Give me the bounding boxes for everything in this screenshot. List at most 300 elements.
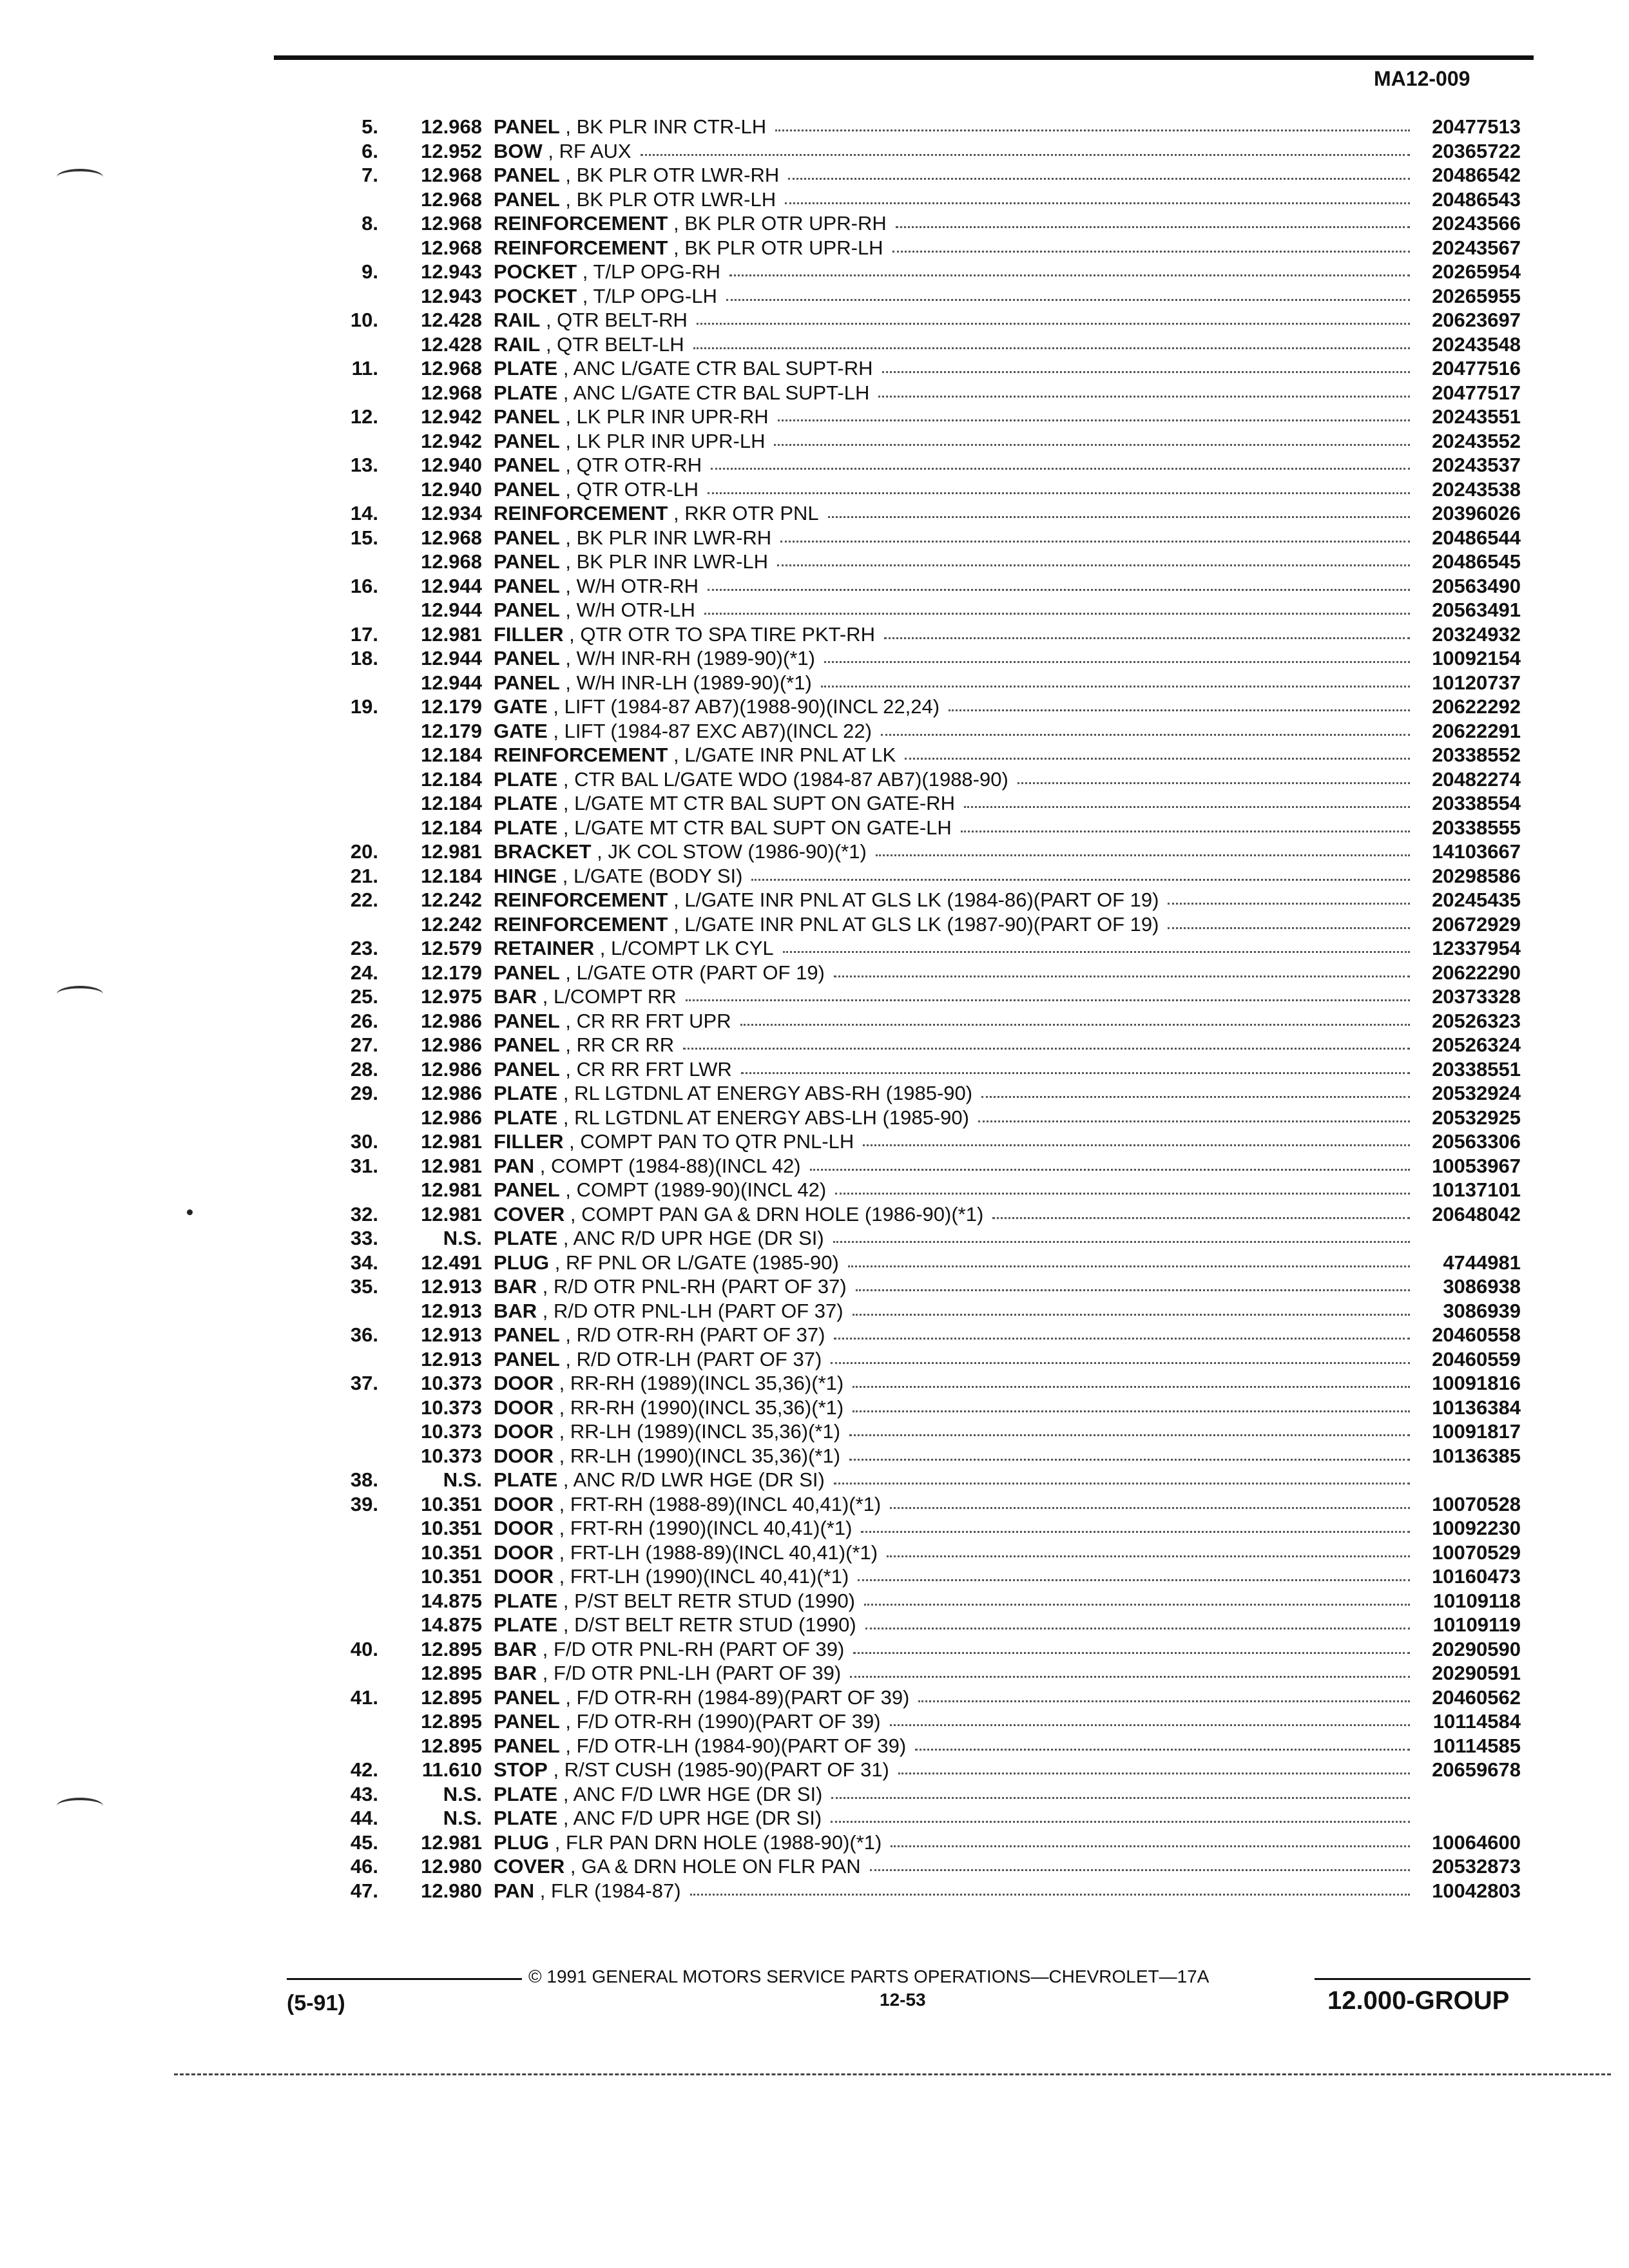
part-detail: BK PLR OTR LWR-RH [576, 164, 780, 186]
part-description: GATE , LIFT (1984-87 EXC AB7)(INCL 22) [494, 719, 872, 742]
group-number: 10.373 [421, 1444, 482, 1467]
part-name: BAR [494, 1299, 537, 1322]
part-number: 20622290 [1432, 961, 1521, 984]
part-number: 20563490 [1432, 574, 1521, 597]
item-number: 11. [351, 357, 378, 380]
part-name: DOOR [494, 1420, 554, 1443]
item-number: 43. [350, 1782, 378, 1805]
group-number: 10.351 [421, 1565, 482, 1588]
parts-row [0, 1396, 1629, 1420]
parts-row [0, 332, 1629, 357]
part-description: BAR , F/D OTR PNL-RH (PART OF 39) [494, 1637, 845, 1660]
parts-row [0, 1637, 1629, 1662]
part-number: 20622291 [1432, 719, 1521, 742]
part-detail: D/ST BELT RETR STUD (1990) [574, 1613, 856, 1636]
parts-row [0, 864, 1629, 889]
part-description: POCKET , T/LP OPG-RH [494, 260, 720, 283]
group-number: 12.184 [421, 792, 482, 814]
dot-leader [853, 1652, 1410, 1654]
part-detail: F/D OTR PNL-LH (PART OF 39) [554, 1662, 842, 1684]
part-detail: RR-LH (1990)(INCL 35,36)(*1) [570, 1444, 841, 1467]
part-detail: BK PLR INR LWR-LH [576, 550, 769, 573]
part-number: 20243567 [1432, 236, 1521, 259]
group-number: 12.428 [421, 309, 482, 331]
group-number: 10.373 [421, 1420, 482, 1443]
part-number: 14103667 [1432, 840, 1521, 863]
part-name: COVER [494, 1202, 565, 1225]
part-detail: LIFT (1984-87 AB7)(1988-90)(INCL 22,24) [564, 695, 940, 718]
dot-leader [881, 734, 1410, 736]
part-name: FILLER [494, 1130, 564, 1153]
part-number: 20460559 [1432, 1347, 1521, 1370]
parts-row [0, 1033, 1629, 1057]
part-number: 10042803 [1432, 1879, 1521, 1902]
part-name: PLATE [494, 1782, 558, 1805]
part-detail: QTR BELT-LH [557, 332, 684, 356]
group-number: 12.184 [421, 767, 482, 791]
parts-row [0, 574, 1629, 599]
group-number: 12.179 [421, 961, 482, 984]
part-description: DOOR , RR-LH (1990)(INCL 35,36)(*1) [494, 1444, 841, 1467]
group-number: 12.986 [421, 1009, 482, 1032]
dot-leader [711, 468, 1410, 470]
group-number: 12.981 [421, 622, 482, 646]
group-number: 12.968 [421, 526, 482, 549]
dot-leader [853, 1314, 1410, 1316]
item-number: 9. [361, 260, 378, 283]
dot-leader [726, 299, 1410, 301]
part-description: DOOR , RR-LH (1989)(INCL 35,36)(*1) [494, 1420, 841, 1443]
part-name: PLATE [494, 1468, 558, 1491]
item-number: 10. [350, 309, 378, 331]
part-name: PANEL [494, 187, 560, 211]
group-number: 12.940 [421, 477, 482, 501]
part-description: FILLER , COMPT PAN TO QTR PNL-LH [494, 1130, 854, 1153]
part-number: 20486543 [1432, 187, 1521, 211]
part-detail: W/H INR-LH (1989-90)(*1) [576, 671, 812, 694]
part-description: DOOR , FRT-RH (1990)(INCL 40,41)(*1) [494, 1517, 853, 1539]
dot-leader [865, 1628, 1410, 1629]
footer-copyright: © 1991 GENERAL MOTORS SERVICE PARTS OPERATIONS—CHEVROLET—17A [528, 1966, 1210, 1986]
parts-row [0, 163, 1629, 187]
group-number: 12.968 [421, 550, 482, 573]
part-name: DOOR [494, 1517, 554, 1539]
part-description: PANEL , QTR OTR-LH [494, 477, 699, 501]
group-number: 11.610 [421, 1758, 482, 1781]
part-description: PLATE , ANC L/GATE CTR BAL SUPT-LH [494, 381, 870, 404]
part-detail: R/ST CUSH (1985-90)(PART OF 31) [564, 1758, 889, 1781]
part-description: PLATE , L/GATE MT CTR BAL SUPT ON GATE-LH [494, 816, 952, 839]
dot-leader [858, 1579, 1410, 1581]
part-number: 10070529 [1432, 1541, 1521, 1564]
dot-leader [890, 1724, 1410, 1726]
dot-leader [708, 589, 1410, 591]
part-detail: T/LP OPG-LH [593, 284, 717, 307]
parts-row [0, 236, 1629, 260]
group-number: 12.242 [421, 912, 482, 936]
group-number: 12.943 [421, 284, 482, 307]
part-number: 20324932 [1432, 622, 1521, 646]
dot-leader [641, 154, 1410, 156]
parts-row [0, 1782, 1629, 1807]
part-name: DOOR [494, 1372, 554, 1394]
footer-rule-left [287, 1978, 522, 1980]
dot-leader [834, 1483, 1410, 1485]
part-number: 20290590 [1432, 1637, 1521, 1660]
dot-leader [828, 516, 1410, 518]
part-detail: LK PLR INR UPR-LH [576, 429, 766, 452]
part-number: 20338554 [1432, 792, 1521, 814]
dot-leader [693, 347, 1410, 349]
dot-leader [775, 130, 1410, 131]
part-name: GATE [494, 719, 548, 742]
group-number: 12.428 [421, 332, 482, 356]
dot-leader [833, 1241, 1410, 1243]
group-number: 12.242 [421, 889, 482, 911]
dot-leader [751, 879, 1410, 881]
part-detail: R/D OTR-RH (PART OF 37) [576, 1323, 825, 1346]
part-description: PANEL , CR RR FRT LWR [494, 1057, 732, 1081]
parts-row [0, 453, 1629, 477]
dot-leader [774, 444, 1410, 446]
part-detail: ANC F/D UPR HGE (DR SI) [573, 1807, 822, 1829]
parts-row [0, 1613, 1629, 1637]
group-number: 12.934 [421, 502, 482, 524]
part-detail: FRT-RH (1988-89)(INCL 40,41)(*1) [570, 1492, 882, 1515]
dot-leader [697, 323, 1410, 325]
parts-row [0, 405, 1629, 429]
parts-row [0, 1371, 1629, 1396]
part-name: DOOR [494, 1565, 554, 1588]
group-number: 12.975 [421, 985, 482, 1008]
parts-row [0, 743, 1629, 767]
dot-leader [896, 226, 1410, 228]
part-detail: JK COL STOW (1986-90)(*1) [608, 840, 867, 863]
parts-row [0, 888, 1629, 912]
part-description: COVER , GA & DRN HOLE ON FLR PAN [494, 1855, 861, 1878]
part-detail: BK PLR INR CTR-LH [576, 115, 767, 138]
group-number: 10.351 [421, 1517, 482, 1539]
part-number: 20486545 [1432, 550, 1521, 573]
part-detail: ANC L/GATE CTR BAL SUPT-RH [573, 357, 873, 380]
part-detail: R/D OTR PNL-RH (PART OF 37) [554, 1275, 847, 1298]
part-number: 10092230 [1432, 1517, 1521, 1539]
parts-row [0, 381, 1629, 405]
part-name: PANEL [494, 1347, 560, 1370]
dot-leader [864, 1604, 1410, 1606]
dot-leader [704, 613, 1410, 615]
dot-leader [850, 1676, 1410, 1678]
part-name: PANEL [494, 1178, 560, 1201]
dot-leader [898, 1773, 1410, 1774]
part-detail: W/H OTR-RH [576, 574, 699, 597]
part-name: COVER [494, 1855, 565, 1878]
parts-row [0, 1492, 1629, 1517]
dot-leader [810, 1169, 1410, 1171]
item-number: 16. [350, 574, 378, 597]
footer-page-number: 12-53 [880, 1990, 926, 2010]
parts-row [0, 115, 1629, 139]
item-number: 46. [350, 1855, 378, 1878]
part-detail: F/D OTR-LH (1984-90)(PART OF 39) [576, 1734, 907, 1757]
parts-row [0, 356, 1629, 381]
part-name: PLATE [494, 1227, 558, 1249]
group-number: 12.952 [421, 139, 482, 162]
group-number: 12.179 [421, 695, 482, 718]
part-detail: QTR BELT-RH [557, 309, 688, 331]
group-number: 12.968 [421, 187, 482, 211]
part-detail: L/GATE INR PNL AT GLS LK (1984-86)(PART OF 19) [684, 889, 1159, 911]
group-number: 12.895 [421, 1662, 482, 1684]
part-description: FILLER , QTR OTR TO SPA TIRE PKT-RH [494, 622, 875, 646]
part-description: DOOR , FRT-LH (1990)(INCL 40,41)(*1) [494, 1565, 849, 1588]
parts-row [0, 1081, 1629, 1106]
dot-leader [834, 975, 1410, 977]
parts-row [0, 526, 1629, 550]
dot-leader [918, 1700, 1410, 1702]
part-description: PANEL , F/D OTR-LH (1984-90)(PART OF 39) [494, 1734, 907, 1757]
part-name: PANEL [494, 1009, 560, 1032]
item-number: 23. [350, 937, 378, 959]
parts-row [0, 1806, 1629, 1831]
item-number: 39. [350, 1492, 378, 1515]
dot-leader [1017, 782, 1410, 784]
parts-row [0, 260, 1629, 284]
group-number: 12.179 [421, 719, 482, 742]
part-number: 20622292 [1432, 695, 1521, 718]
part-description: REINFORCEMENT , L/GATE INR PNL AT GLS LK (1987-90)(PART OF 19) [494, 912, 1159, 936]
part-number: 3086939 [1443, 1299, 1521, 1322]
part-name: PLATE [494, 816, 558, 839]
part-number: 10091816 [1432, 1372, 1521, 1394]
dot-leader [856, 1289, 1410, 1291]
parts-row [0, 791, 1629, 816]
part-name: REINFORCEMENT [494, 889, 668, 911]
parts-row [0, 1589, 1629, 1613]
part-number: 10120737 [1432, 671, 1521, 694]
dot-leader [831, 1362, 1410, 1364]
parts-row [0, 1178, 1629, 1202]
part-detail: COMPT (1989-90)(INCL 42) [576, 1178, 827, 1201]
part-detail: RR-LH (1989)(INCL 35,36)(*1) [570, 1420, 841, 1443]
dot-leader [848, 1265, 1410, 1267]
dot-leader [891, 1845, 1410, 1847]
dot-leader [783, 951, 1410, 953]
scan-edge-line [174, 2073, 1611, 2075]
parts-row [0, 646, 1629, 671]
group-number: 12.968 [421, 357, 482, 380]
part-description: PLATE , CTR BAL L/GATE WDO (1984-87 AB7)(1988-90) [494, 767, 1008, 791]
parts-row [0, 598, 1629, 622]
parts-row [0, 1347, 1629, 1372]
part-description: RAIL , QTR BELT-RH [494, 309, 688, 331]
part-detail: RL LGTDNL AT ENERGY ABS-LH (1985-90) [574, 1106, 969, 1129]
item-number: 8. [361, 212, 378, 235]
part-detail: ANC F/D LWR HGE (DR SI) [573, 1782, 823, 1805]
part-detail: F/D OTR PNL-RH (PART OF 39) [554, 1637, 845, 1660]
part-description: PANEL , L/GATE OTR (PART OF 19) [494, 961, 825, 984]
part-name: DOOR [494, 1444, 554, 1467]
group-number: 12.986 [421, 1106, 482, 1129]
part-description: PLATE , ANC R/D UPR HGE (DR SI) [494, 1227, 824, 1249]
part-name: PANEL [494, 405, 560, 428]
group-number: 12.968 [421, 212, 482, 235]
part-number: 20477516 [1432, 357, 1521, 380]
parts-row [0, 1516, 1629, 1541]
group-number: 14.875 [421, 1589, 482, 1612]
part-detail: RR-RH (1990)(INCL 35,36)(*1) [570, 1396, 844, 1419]
part-detail: BK PLR OTR UPR-LH [684, 236, 883, 259]
part-description: PLATE , P/ST BELT RETR STUD (1990) [494, 1589, 856, 1612]
part-detail: QTR OTR-LH [576, 477, 699, 501]
group-number: 12.942 [421, 405, 482, 428]
part-name: PANEL [494, 599, 560, 621]
part-name: PANEL [494, 574, 560, 597]
group-number: 12.986 [421, 1057, 482, 1081]
item-number: 15. [350, 526, 378, 549]
part-number: 20526323 [1432, 1009, 1521, 1032]
parts-row [0, 550, 1629, 574]
dot-leader [729, 274, 1410, 276]
item-number: 29. [350, 1082, 378, 1104]
item-number: 19. [350, 695, 378, 718]
parts-row [0, 1323, 1629, 1347]
item-number: 42. [350, 1758, 378, 1781]
group-number: 12.913 [421, 1299, 482, 1322]
part-description: PANEL , RR CR RR [494, 1033, 675, 1056]
group-number: 12.913 [421, 1323, 482, 1346]
item-number: 18. [350, 647, 378, 669]
part-name: BAR [494, 1662, 537, 1684]
top-rule [274, 55, 1534, 60]
part-name: PANEL [494, 550, 560, 573]
part-name: PLATE [494, 357, 558, 380]
parts-row [0, 985, 1629, 1009]
part-name: PANEL [494, 164, 560, 186]
part-description: REINFORCEMENT , BK PLR OTR UPR-LH [494, 236, 883, 259]
punch-hole-mark [57, 169, 103, 186]
part-description: PLATE , RL LGTDNL AT ENERGY ABS-RH (1985-90) [494, 1082, 973, 1104]
part-description: DOOR , FRT-LH (1988-89)(INCL 40,41)(*1) [494, 1541, 878, 1564]
part-detail: FRT-RH (1990)(INCL 40,41)(*1) [570, 1517, 853, 1539]
parts-row [0, 1106, 1629, 1130]
part-name: REINFORCEMENT [494, 236, 668, 259]
parts-row [0, 622, 1629, 647]
parts-row [0, 1154, 1629, 1178]
part-number: 20243537 [1432, 454, 1521, 476]
parts-row [0, 1251, 1629, 1275]
parts-row [0, 308, 1629, 332]
item-number: 25. [350, 985, 378, 1008]
item-number: 12. [350, 405, 378, 428]
part-number: 20477517 [1432, 381, 1521, 404]
group-number: 12.184 [421, 864, 482, 887]
part-description: GATE , LIFT (1984-87 AB7)(1988-90)(INCL 22,24) [494, 695, 940, 718]
part-detail: L/GATE OTR (PART OF 19) [576, 961, 825, 984]
dot-leader [981, 1096, 1410, 1098]
part-detail: ANC R/D UPR HGE (DR SI) [573, 1227, 824, 1249]
part-name: PANEL [494, 671, 560, 694]
part-number: 20532924 [1432, 1082, 1521, 1104]
dot-leader [964, 806, 1410, 808]
part-description: PAN , COMPT (1984-88)(INCL 42) [494, 1154, 801, 1177]
part-number: 10109118 [1432, 1589, 1521, 1612]
dot-leader [863, 1144, 1410, 1146]
group-number: 12.986 [421, 1033, 482, 1056]
part-number: 20243551 [1432, 405, 1521, 428]
part-detail: CR RR FRT LWR [576, 1057, 732, 1081]
part-description: PANEL , COMPT (1989-90)(INCL 42) [494, 1178, 827, 1201]
part-name: PANEL [494, 477, 560, 501]
parts-row [0, 1226, 1629, 1251]
group-number: 12.913 [421, 1347, 482, 1370]
group-number: N.S. [443, 1807, 482, 1829]
parts-row [0, 767, 1629, 792]
group-number: 14.875 [421, 1613, 482, 1636]
part-detail: L/GATE INR PNL AT LK [684, 744, 896, 766]
part-number: 20265955 [1432, 284, 1521, 307]
part-detail: COMPT PAN TO QTR PNL-LH [580, 1130, 854, 1153]
part-name: BRACKET [494, 840, 592, 863]
part-detail: FRT-LH (1988-89)(INCL 40,41)(*1) [570, 1541, 878, 1564]
part-number: 20338552 [1432, 744, 1521, 766]
part-description: BAR , R/D OTR PNL-LH (PART OF 37) [494, 1299, 843, 1322]
part-detail: F/D OTR-RH (1990)(PART OF 39) [576, 1710, 881, 1733]
part-number: 20460562 [1432, 1686, 1521, 1709]
part-name: PANEL [494, 961, 560, 984]
group-number: 12.184 [421, 744, 482, 766]
part-detail: P/ST BELT RETR STUD (1990) [574, 1589, 856, 1612]
dot-leader [708, 492, 1410, 494]
group-number: 10.373 [421, 1396, 482, 1419]
scan-speck [187, 1209, 193, 1215]
parts-row [0, 936, 1629, 961]
item-number: 7. [361, 164, 378, 186]
part-name: GATE [494, 695, 548, 718]
part-number: 10092154 [1432, 647, 1521, 669]
dot-leader [853, 1386, 1410, 1388]
dot-leader [778, 419, 1410, 421]
item-number: 13. [350, 454, 378, 476]
part-detail: ANC L/GATE CTR BAL SUPT-LH [573, 381, 870, 404]
dot-leader [831, 1797, 1410, 1799]
part-name: BAR [494, 985, 537, 1008]
parts-row [0, 1274, 1629, 1299]
item-number: 32. [350, 1202, 378, 1225]
part-description: PANEL , LK PLR INR UPR-LH [494, 429, 766, 452]
group-number: 12.981 [421, 1178, 482, 1201]
dot-leader [777, 564, 1410, 566]
part-detail: RR CR RR [576, 1033, 675, 1056]
part-name: PLATE [494, 792, 558, 814]
dot-leader [890, 1507, 1410, 1509]
part-name: BAR [494, 1275, 537, 1298]
part-description: PANEL , BK PLR INR CTR-LH [494, 115, 767, 138]
part-description: BAR , R/D OTR PNL-RH (PART OF 37) [494, 1275, 847, 1298]
item-number: 14. [350, 502, 378, 524]
parts-row [0, 1009, 1629, 1033]
part-detail: LIFT (1984-87 EXC AB7)(INCL 22) [564, 719, 872, 742]
group-number: 12.980 [421, 1879, 482, 1902]
part-name: PANEL [494, 1710, 560, 1733]
part-name: STOP [494, 1758, 548, 1781]
item-number: 5. [361, 115, 378, 138]
dot-leader [949, 709, 1410, 711]
part-description: REINFORCEMENT , L/GATE INR PNL AT LK [494, 744, 896, 766]
part-description: DOOR , FRT-RH (1988-89)(INCL 40,41)(*1) [494, 1492, 882, 1515]
part-number: 20396026 [1432, 502, 1521, 524]
part-description: REINFORCEMENT , RKR OTR PNL [494, 502, 819, 524]
